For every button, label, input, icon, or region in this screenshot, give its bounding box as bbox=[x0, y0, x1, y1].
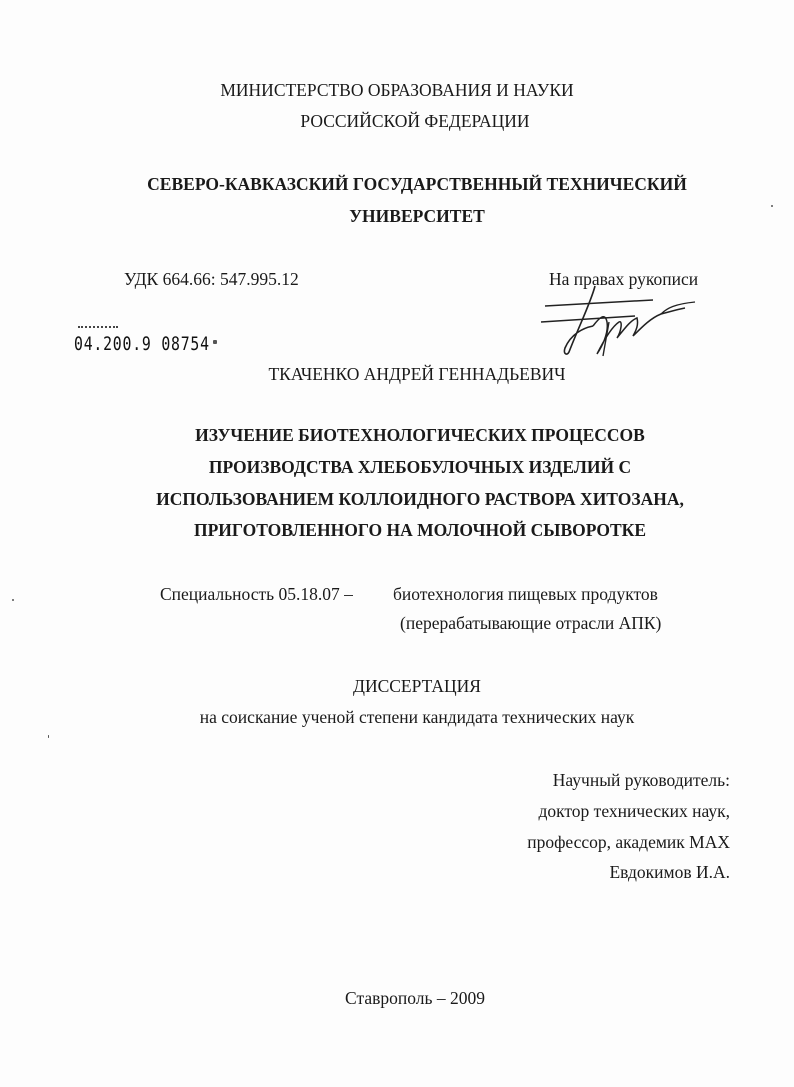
ministry-line-1: МИНИСТЕРСТВО ОБРАЗОВАНИЯ И НАУКИ bbox=[220, 80, 574, 100]
advisor-degree: доктор технических наук, bbox=[538, 801, 730, 821]
scan-speck bbox=[48, 735, 49, 738]
advisor-name: Евдокимов И.А. bbox=[609, 862, 730, 882]
signature-icon bbox=[535, 282, 705, 362]
title-line-2: ПРОИЗВОДСТВА ХЛЕБОБУЛОЧНЫХ ИЗДЕЛИЙ С bbox=[208, 457, 632, 477]
advisor-titles: профессор, академик МАХ bbox=[527, 832, 730, 852]
specialty-name-line-1: биотехнология пищевых продуктов bbox=[393, 584, 658, 604]
title-line-1: ИЗУЧЕНИЕ БИОТЕХНОЛОГИЧЕСКИХ ПРОЦЕССОВ bbox=[195, 425, 645, 445]
library-stamp-number: 04.200.9 08754 bbox=[74, 333, 210, 355]
ministry-line-2: РОССИЙСКОЙ ФЕДЕРАЦИИ bbox=[300, 111, 530, 131]
author-name: ТКАЧЕНКО АНДРЕЙ ГЕННАДЬЕВИЧ bbox=[268, 364, 566, 384]
title-line-4: ПРИГОТОВЛЕННОГО НА МОЛОЧНОЙ СЫВОРОТКЕ bbox=[193, 520, 646, 540]
work-type: ДИССЕРТАЦИЯ bbox=[353, 676, 481, 696]
manuscript-rights-note: На правах рукописи bbox=[549, 269, 699, 289]
degree-line: на соискание ученой степени кандидата технических наук bbox=[199, 707, 635, 727]
stamp-dots bbox=[78, 326, 118, 332]
scan-speck bbox=[771, 205, 773, 207]
stamp-mark bbox=[213, 340, 217, 344]
university-line-1: СЕВЕРО-КАВКАЗСКИЙ ГОСУДАРСТВЕННЫЙ ТЕХНИЧЕСКИЙ bbox=[147, 174, 687, 194]
city-year: Ставрополь – 2009 bbox=[345, 988, 485, 1008]
title-line-3: ИСПОЛЬЗОВАНИЕМ КОЛЛОИДНОГО РАСТВОРА ХИТОЗАНА, bbox=[156, 489, 684, 509]
university-line-2: УНИВЕРСИТЕТ bbox=[349, 206, 485, 226]
scan-speck bbox=[12, 599, 14, 601]
udc-code: УДК 664.66: 547.995.12 bbox=[124, 269, 299, 289]
specialty-name-line-2: (перерабатывающие отрасли АПК) bbox=[400, 613, 662, 633]
advisor-heading: Научный руководитель: bbox=[552, 770, 730, 790]
specialty-label: Специальность 05.18.07 – bbox=[160, 584, 353, 604]
